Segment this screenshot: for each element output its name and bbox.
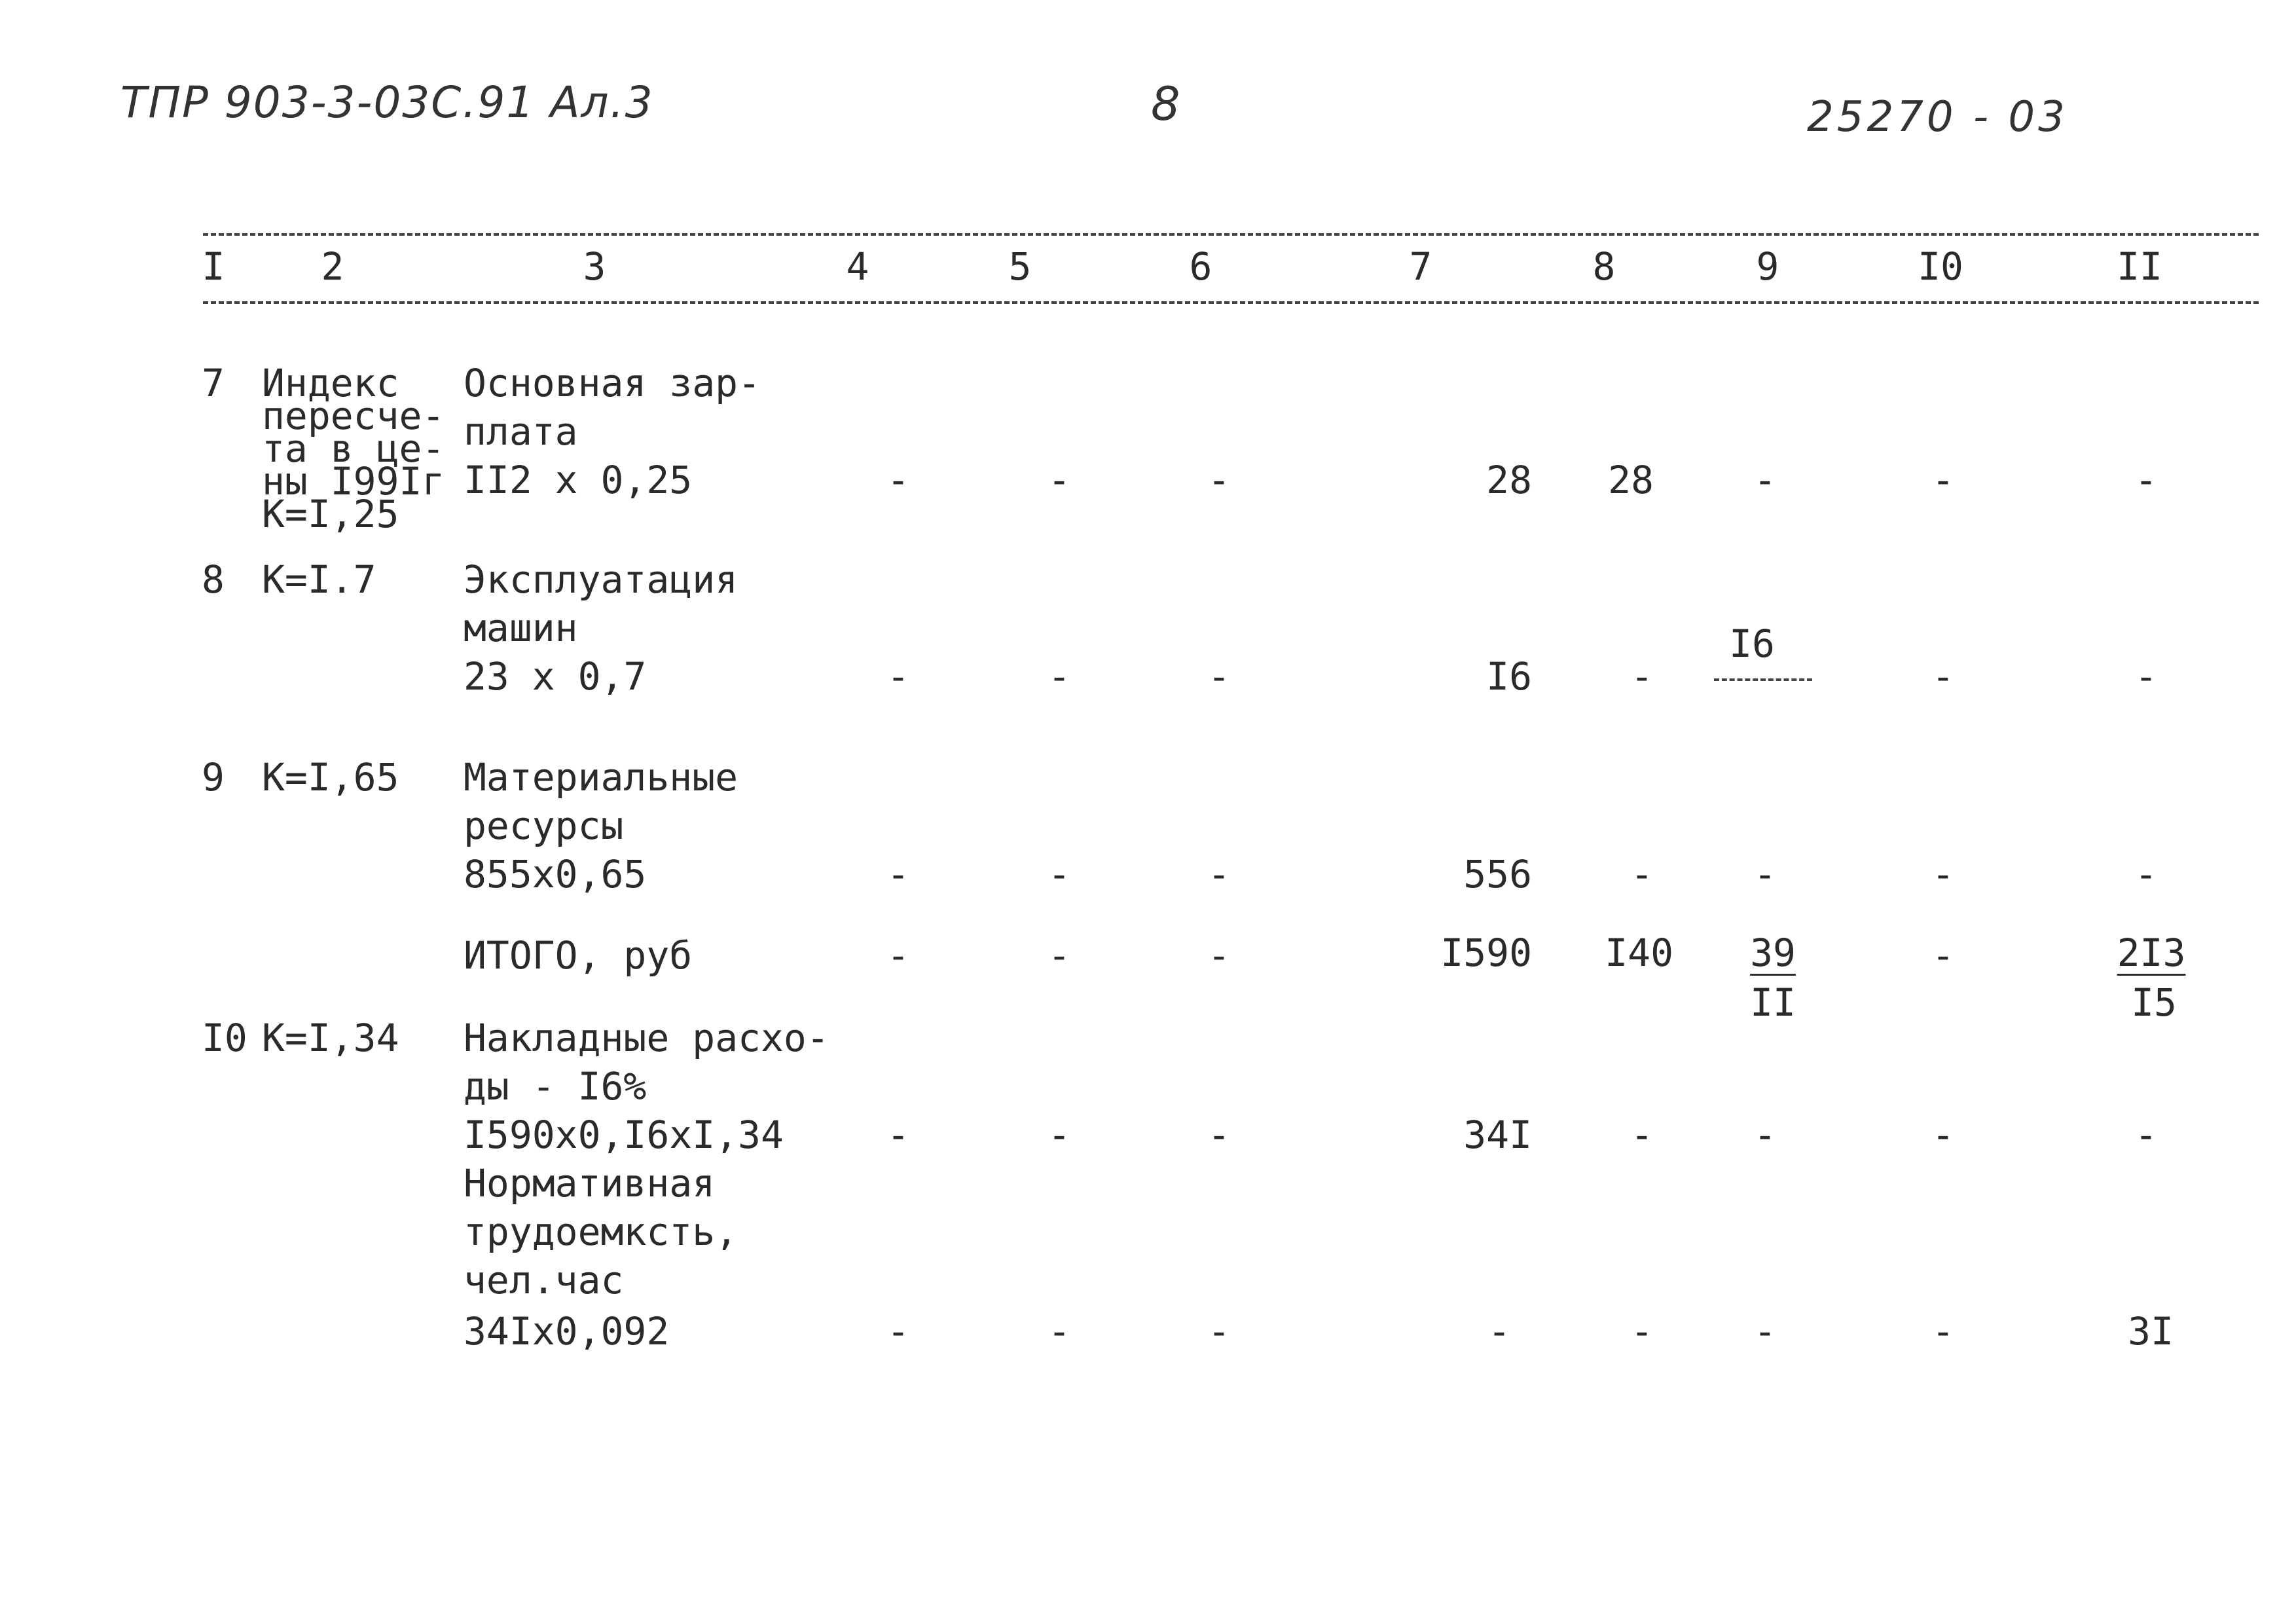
row-7-desc-line-2: плата [464, 409, 578, 454]
row-10-col-4: - [886, 1113, 910, 1157]
row-7-index-line-3: та в це- [262, 426, 445, 471]
row-9-index: К=I,65 [262, 755, 399, 800]
row-8-col-7: I6 [1486, 654, 1532, 699]
row-8-index: К=I.7 [262, 557, 376, 602]
total-col-7: I590 [1440, 931, 1532, 975]
row-10-number: I0 [202, 1016, 247, 1060]
labor-col-7: - [1487, 1309, 1511, 1354]
total-label: ИТОГО, руб [464, 933, 693, 978]
row-8-col-5: - [1048, 654, 1071, 699]
row-9-col-9: - [1753, 852, 1777, 896]
row-8-number: 8 [202, 557, 225, 602]
row-9-col-6: - [1207, 852, 1231, 896]
row-10-col-7: 34I [1463, 1113, 1532, 1157]
row-8-col-11: - [2134, 654, 2158, 699]
labor-desc-line-1: Нормативная [464, 1161, 716, 1206]
row-9-number: 9 [202, 755, 225, 800]
row-7-col-8: 28 [1608, 458, 1654, 502]
total-col-8: I40 [1605, 931, 1673, 975]
row-9-col-10: - [1931, 852, 1955, 896]
row-8-desc-line-2: машин [464, 606, 578, 650]
total-col-11-numerator: 2I3 [2117, 931, 2186, 975]
row-7-index-line-4: ны I99Iг [262, 459, 445, 504]
row-10-col-8: - [1630, 1113, 1654, 1157]
column-header-2: 2 [321, 244, 344, 289]
labor-col-5: - [1048, 1309, 1071, 1354]
row-7-col-4: - [886, 458, 910, 502]
column-header-9: 9 [1756, 244, 1779, 289]
total-col-9-denominator: II [1750, 980, 1796, 1025]
row-7-col-11: - [2134, 458, 2158, 502]
total-col-6: - [1207, 933, 1231, 978]
row-7-col-5: - [1048, 458, 1071, 502]
row-8-col-6: - [1207, 654, 1231, 699]
column-header-3: 3 [583, 244, 606, 289]
column-header-8: 8 [1592, 244, 1616, 289]
column-header-6: 6 [1189, 244, 1212, 289]
row-10-desc-line-3: I590х0,I6хI,34 [464, 1113, 784, 1157]
labor-col-4: - [886, 1309, 910, 1354]
column-header-4: 4 [846, 244, 869, 289]
total-col-11-denominator: I5 [2131, 980, 2177, 1025]
labor-desc-line-4: 34Iх0,092 [464, 1309, 670, 1354]
document-code: ТПР 903-3-03С.91 Ал.3 [120, 77, 654, 128]
total-col-4: - [886, 933, 910, 978]
page-number: 8 [1151, 77, 1180, 131]
row-7-col-9: - [1753, 458, 1777, 502]
column-header-7: 7 [1409, 244, 1432, 289]
row-9-col-4: - [886, 852, 910, 896]
row-7-col-6: - [1207, 458, 1231, 502]
row-9-desc-line-1: Материальные [464, 755, 738, 800]
labor-desc-line-2: трудоемксть, [464, 1209, 738, 1254]
row-9-col-7: 556 [1463, 852, 1532, 896]
table-top-rule [203, 233, 2259, 236]
labor-col-11: 3I [2128, 1309, 2174, 1354]
row-10-desc-line-2: ды - I6% [464, 1064, 647, 1109]
row-9-col-11: - [2134, 852, 2158, 896]
row-9-col-5: - [1048, 852, 1071, 896]
labor-col-9: - [1753, 1309, 1777, 1354]
column-header-5: 5 [1008, 244, 1032, 289]
row-10-col-5: - [1048, 1113, 1071, 1157]
row-7-index-line-1: Индекс [262, 361, 399, 405]
row-7-index-line-5: К=I,25 [262, 492, 399, 536]
row-8-col-9: I6 [1729, 621, 1775, 666]
row-7-index-line-2: пересче- [262, 394, 445, 438]
row-9-desc-line-2: ресурсы [464, 803, 624, 848]
row-8-col-4: - [886, 654, 910, 699]
total-col-10: - [1931, 933, 1955, 978]
total-col-9-numerator: 39 [1750, 931, 1796, 975]
labor-col-8: - [1630, 1309, 1654, 1354]
row-8-col-10: - [1931, 654, 1955, 699]
row-10-col-10: - [1931, 1113, 1955, 1157]
row-8-desc-line-3: 23 х 0,7 [464, 654, 647, 699]
row-9-desc-line-3: 855х0,65 [464, 852, 647, 896]
table-header-rule [203, 301, 2259, 304]
row-7-number: 7 [202, 361, 225, 405]
row-10-col-9: - [1753, 1113, 1777, 1157]
row-10-col-6: - [1207, 1113, 1231, 1157]
labor-col-10: - [1931, 1309, 1955, 1354]
row-7-desc-line-1: Основная зар- [464, 361, 761, 405]
row-8-desc-line-1: Эксплуатация [464, 557, 738, 602]
row-9-col-8: - [1630, 852, 1654, 896]
row-10-col-11: - [2134, 1113, 2158, 1157]
labor-col-6: - [1207, 1309, 1231, 1354]
row-7-col-7: 28 [1486, 458, 1532, 502]
row-10-desc-line-1: Накладные расхо- [464, 1016, 829, 1060]
row-7-col-10: - [1931, 458, 1955, 502]
row-7-desc-line-3: II2 х 0,25 [464, 458, 693, 502]
labor-desc-line-3: чел.час [464, 1258, 624, 1302]
row-8-col-9-fraction-line [1714, 678, 1812, 681]
column-header-1: I [202, 244, 225, 289]
row-10-index: К=I,34 [262, 1016, 399, 1060]
row-8-col-8: - [1630, 654, 1654, 699]
column-header-11: II [2117, 244, 2162, 289]
total-col-5: - [1048, 933, 1071, 978]
document-number: 25270 - 03 [1807, 93, 2068, 141]
column-header-10: I0 [1918, 244, 1963, 289]
